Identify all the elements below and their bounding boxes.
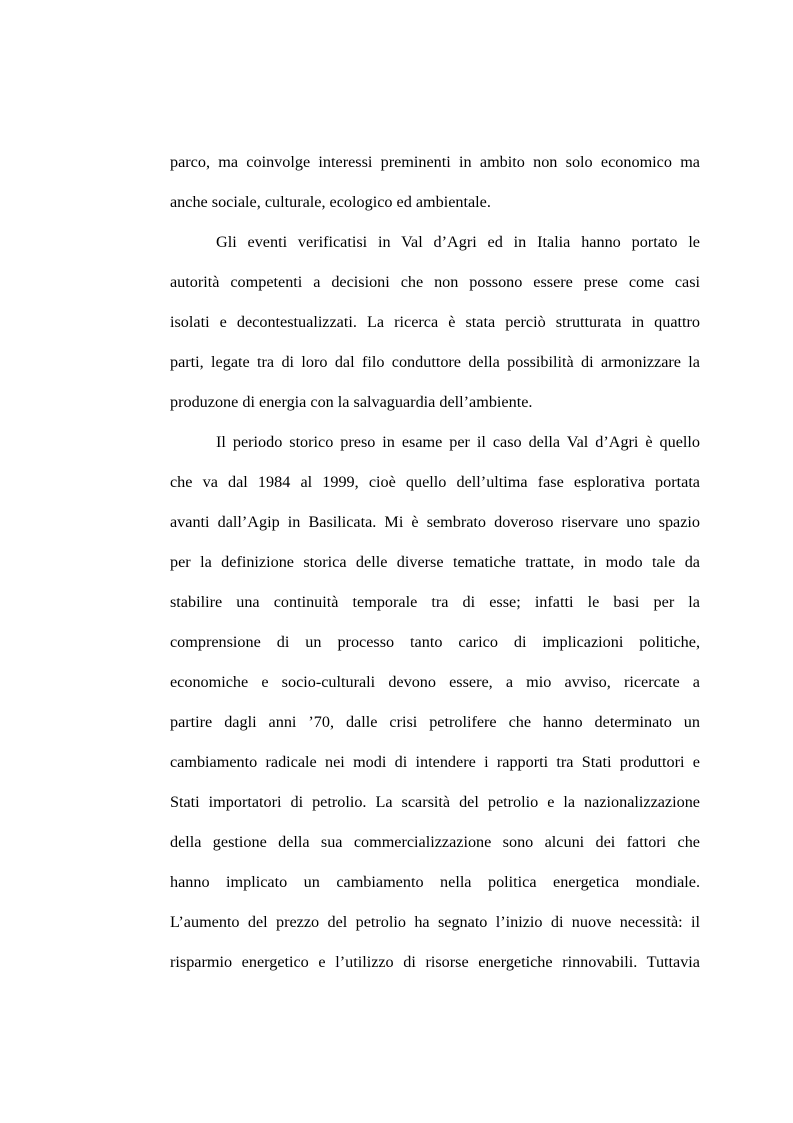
text-line: produzone di energia con la salvaguardia dell’ambiente.	[170, 393, 533, 411]
text-line: cambiamento radicale nei modi di intendere i rapporti tra Stati produttori e	[170, 753, 700, 771]
body-text	[170, 148, 700, 988]
text-line: L’aumento del prezzo del petrolio ha segnato l’inizio di nuove necessità: il	[170, 913, 700, 931]
text-line: per la definizione storica delle diverse tematiche trattate, in modo tale da	[170, 553, 700, 571]
text-line: autorità competenti a decisioni che non possono essere prese come casi	[170, 273, 700, 291]
text-line: economiche e socio-culturali devono essere, a mio avviso, ricercate a	[170, 673, 700, 691]
text-line: stabilire una continuità temporale tra di esse; infatti le basi per la	[170, 593, 700, 611]
text-line: parco, ma coinvolge interessi preminenti in ambito non solo economico ma	[170, 153, 700, 171]
text-line: anche sociale, culturale, ecologico ed ambientale.	[170, 193, 491, 211]
text-line: comprensione di un processo tanto carico di implicazioni politiche,	[170, 633, 700, 651]
text-line: risparmio energetico e l’utilizzo di risorse energetiche rinnovabili. Tuttavia	[170, 953, 700, 971]
text-line: avanti dall’Agip in Basilicata. Mi è sembrato doveroso riservare uno spazio	[170, 513, 700, 531]
text-line: isolati e decontestualizzati. La ricerca è stata perciò strutturata in quattro	[170, 313, 700, 331]
paragraph-first-line: Gli eventi verificatisi in Val d’Agri ed in Italia hanno portato le	[216, 233, 700, 251]
text-line: della gestione della sua commercializzazione sono alcuni dei fattori che	[170, 833, 700, 851]
paragraph-first-line: Il periodo storico preso in esame per il caso della Val d’Agri è quello	[216, 433, 700, 451]
text-line: hanno implicato un cambiamento nella politica energetica mondiale.	[170, 873, 700, 891]
text-line: che va dal 1984 al 1999, cioè quello dell’ultima fase esplorativa portata	[170, 473, 700, 491]
text-line: parti, legate tra di loro dal filo conduttore della possibilità di armonizzare la	[170, 353, 700, 371]
text-line: Stati importatori di petrolio. La scarsità del petrolio e la nazionalizzazione	[170, 793, 700, 811]
text-line: partire dagli anni ’70, dalle crisi petrolifere che hanno determinato un	[170, 713, 700, 731]
